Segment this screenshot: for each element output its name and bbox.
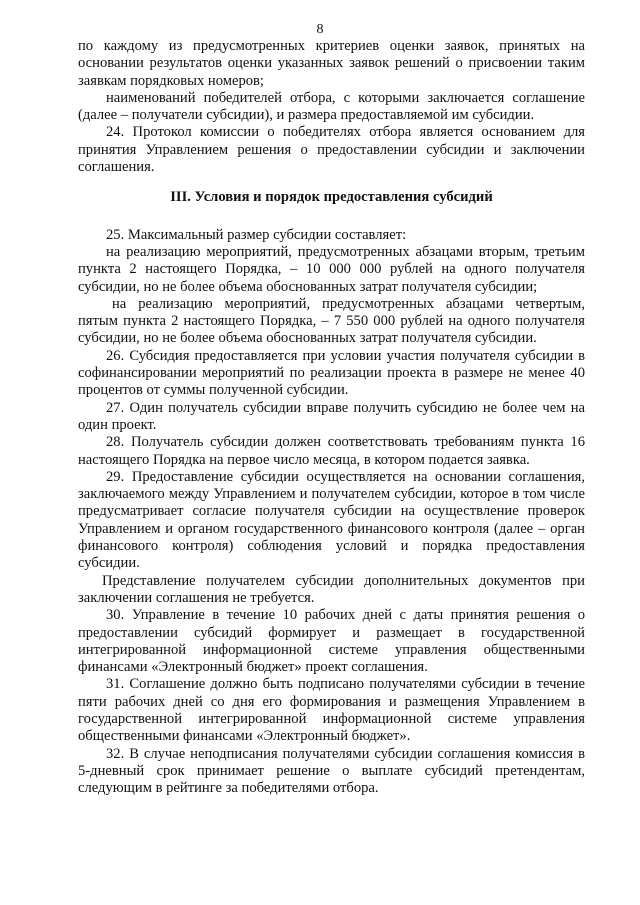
paragraph: 26. Субсидия предоставляется при условии участия получателя субсидии в софинансировании мероприятий по реализации проекта в размере не менее 40 процентов от суммы полученной субсидии. bbox=[78, 347, 585, 399]
paragraph: на реализацию мероприятий, предусмотренных абзацами вторым, третьим пункта 2 настоящего Порядка, – 10 000 000 рублей на одного получателя субсидии, но не более объема обоснованных затрат получателя субсидии; bbox=[78, 243, 585, 295]
paragraph: 25. Максимальный размер субсидии составляет: bbox=[106, 226, 407, 243]
section-heading: III. Условия и порядок предоставления субсидий bbox=[170, 189, 493, 206]
page-number: 8 bbox=[316, 22, 324, 37]
paragraph: Представление получателем субсидии дополнительных документов при заключении соглашения не требуется. bbox=[78, 572, 585, 606]
paragraph: наименований победителей отбора, с которыми заключается соглашение (далее – получатели субсидии), и размера предоставляемой им субсидии. bbox=[78, 89, 585, 124]
paragraph: 24. Протокол комиссии о победителях отбора является основанием для принятия Управлением решения о предоставлении субсидии и заключении соглашения. bbox=[78, 124, 585, 176]
paragraph: 27. Один получатель субсидии вправе получить субсидию не более чем на один проект. bbox=[78, 399, 585, 433]
paragraph: 31. Соглашение должно быть подписано получателями субсидии в течение пяти рабочих дней со дня его формирования и размещения Управлением в государственной интегрированной информационной системе управления общественными финансами «Электронный бюджет». bbox=[78, 676, 585, 745]
paragraph: 29. Предоставление субсидии осуществляется на основании соглашения, заключаемого между Управлением и получателем субсидии, которое в том числе предусматривает согласие получателя субсидии на осуществление проверок Управлением и органом государственного финансового контроля (далее – орган финансового контроля) соблюдения условий и порядка предоставления субсидии. bbox=[78, 468, 585, 572]
paragraph: на реализацию мероприятий, предусмотренных абзацами четвертым, пятым пункта 2 настоящего Порядка, – 7 550 000 рублей на одного получателя субсидии, но не более объема обоснованных затрат получателя субсидии. bbox=[78, 295, 585, 347]
paragraph: 28. Получатель субсидии должен соответствовать требованиям пункта 16 настоящего Порядка на первое число месяца, в котором подается заявка. bbox=[78, 434, 585, 468]
paragraph: по каждому из предусмотренных критериев оценки заявок, принятых на основании результатов оценки указанных заявок решений о присвоении таким заявкам порядковых номеров; bbox=[78, 38, 585, 89]
document-body bbox=[78, 38, 585, 797]
paragraph: 32. В случае неподписания получателями субсидии соглашения комиссия в 5-дневный срок принимает решение о выплате субсидий претендентам, следующим в рейтинге за победителями отбора. bbox=[78, 745, 585, 797]
paragraph: 30. Управление в течение 10 рабочих дней с даты принятия решения о предоставлении субсидий формирует и размещает в государственной интегрированной информационной системе управления общественными финансами «Электронный бюджет» проект соглашения. bbox=[78, 607, 585, 676]
